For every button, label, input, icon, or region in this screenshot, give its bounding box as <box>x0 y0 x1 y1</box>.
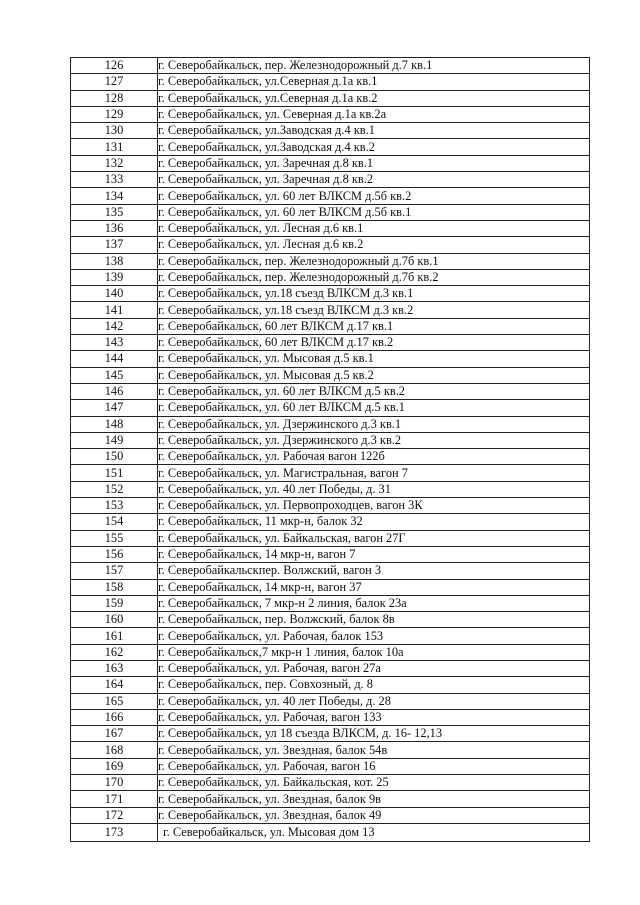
row-number: 161 <box>71 628 158 644</box>
table-row <box>71 58 590 74</box>
row-number: 132 <box>71 155 158 171</box>
row-address: г. Северобайкальск, ул 18 съезда ВЛКСМ, д. 16- 12,13 <box>158 726 590 742</box>
row-number: 139 <box>71 269 158 285</box>
row-address: г. Северобайкальск, ул. Мысовая д.5 кв.2 <box>158 367 590 383</box>
table-row <box>71 449 590 465</box>
row-address: г. Северобайкальск, ул.18 съезд ВЛКСМ д.3 кв.1 <box>158 286 590 302</box>
table-row <box>71 693 590 709</box>
row-address: г. Северобайкальск, ул. Рабочая, вагон 16 <box>158 758 590 774</box>
row-number: 171 <box>71 791 158 807</box>
row-address: г. Северобайкальск, пер. Железнодорожный д.7б кв.2 <box>158 269 590 285</box>
row-address: г. Северобайкальск, пер. Железнодорожный д.7 кв.1 <box>158 58 590 74</box>
table-row <box>71 807 590 823</box>
row-number: 154 <box>71 514 158 530</box>
table-row <box>71 188 590 204</box>
table-row <box>71 628 590 644</box>
row-address: г. Северобайкальск, ул. 60 лет ВЛКСМ д.5 кв.2 <box>158 383 590 399</box>
row-address: г. Северобайкальск, ул. Рабочая вагон 122б <box>158 449 590 465</box>
table-row <box>71 351 590 367</box>
row-number: 126 <box>71 58 158 74</box>
row-number: 163 <box>71 660 158 676</box>
table-row <box>71 563 590 579</box>
table-row <box>71 286 590 302</box>
table-row <box>71 726 590 742</box>
table-row <box>71 335 590 351</box>
row-address: г. Северобайкальск, ул. Рабочая, балок 153 <box>158 628 590 644</box>
row-address: г. Северобайкальск, 14 мкр-н, вагон 7 <box>158 546 590 562</box>
row-number: 130 <box>71 123 158 139</box>
row-number: 128 <box>71 90 158 106</box>
row-address: г. Северобайкальск, 60 лет ВЛКСМ д.17 кв.2 <box>158 335 590 351</box>
row-number: 131 <box>71 139 158 155</box>
row-address: г. Северобайкальск, ул. Заречная д.8 кв.2 <box>158 172 590 188</box>
row-address: г. Северобайкальск, ул. Звездная, балок 54в <box>158 742 590 758</box>
address-table-body <box>71 58 590 842</box>
row-number: 165 <box>71 693 158 709</box>
row-number: 168 <box>71 742 158 758</box>
row-address: г. Северобайкальск, ул. 40 лет Победы, д. 28 <box>158 693 590 709</box>
row-number: 143 <box>71 335 158 351</box>
table-row <box>71 644 590 660</box>
table-row <box>71 677 590 693</box>
table-row <box>71 579 590 595</box>
table-row <box>71 758 590 774</box>
row-address: г. Северобайкальск, ул. Дзержинского д.3 кв.1 <box>158 416 590 432</box>
table-row <box>71 546 590 562</box>
table-row <box>71 220 590 236</box>
row-number: 149 <box>71 432 158 448</box>
row-number: 157 <box>71 563 158 579</box>
table-row <box>71 823 590 841</box>
row-number: 142 <box>71 318 158 334</box>
row-address: г. Северобайкальск, ул. Звездная, балок 49 <box>158 807 590 823</box>
table-row <box>71 90 590 106</box>
table-row <box>71 481 590 497</box>
row-address: г. Северобайкальск, пер. Волжский, балок 8в <box>158 612 590 628</box>
row-address: г. Северобайкальск, ул. Магистральная, вагон 7 <box>158 465 590 481</box>
table-row <box>71 514 590 530</box>
row-number: 167 <box>71 726 158 742</box>
table-row <box>71 253 590 269</box>
row-address: г. Северобайкальск, 11 мкр-н, балок 32 <box>158 514 590 530</box>
row-address: г. Северобайкальск, ул. 60 лет ВЛКСМ д.5б кв.2 <box>158 188 590 204</box>
row-number: 159 <box>71 595 158 611</box>
row-address: г. Северобайкальск, ул. Байкальская, вагон 27Г <box>158 530 590 546</box>
row-number: 169 <box>71 758 158 774</box>
row-number: 162 <box>71 644 158 660</box>
row-address: г. Северобайкальск, ул. Рабочая, вагон 133 <box>158 709 590 725</box>
row-number: 150 <box>71 449 158 465</box>
row-number: 156 <box>71 546 158 562</box>
table-row <box>71 791 590 807</box>
row-address: г. Северобайкальск, ул.Северная д.1а кв.2 <box>158 90 590 106</box>
row-number: 145 <box>71 367 158 383</box>
row-address: г. Северобайкальск, ул. Первопроходцев, вагон 3К <box>158 498 590 514</box>
table-row <box>71 302 590 318</box>
row-address: г. Северобайкальск, 14 мкр-н, вагон 37 <box>158 579 590 595</box>
row-number: 172 <box>71 807 158 823</box>
row-number: 140 <box>71 286 158 302</box>
table-row <box>71 106 590 122</box>
row-address: г. Северобайкальск, ул. Лесная д.6 кв.2 <box>158 237 590 253</box>
row-number: 144 <box>71 351 158 367</box>
row-address: г. Северобайкальск, ул. Рабочая, вагон 27а <box>158 660 590 676</box>
row-number: 151 <box>71 465 158 481</box>
table-row <box>71 155 590 171</box>
row-address: г. Северобайкальск, ул.18 съезд ВЛКСМ д.3 кв.2 <box>158 302 590 318</box>
row-address: г. Северобайкальск, 60 лет ВЛКСМ д.17 кв.1 <box>158 318 590 334</box>
row-number: 135 <box>71 204 158 220</box>
row-address: г. Северобайкальск, ул. Звездная, балок 9в <box>158 791 590 807</box>
row-address: г. Северобайкальск, ул. 60 лет ВЛКСМ д.5б кв.1 <box>158 204 590 220</box>
row-address: г. Северобайкальск, ул. Мысовая д.5 кв.1 <box>158 351 590 367</box>
row-number: 129 <box>71 106 158 122</box>
row-number: 136 <box>71 220 158 236</box>
table-row <box>71 660 590 676</box>
row-number: 137 <box>71 237 158 253</box>
row-number: 127 <box>71 74 158 90</box>
row-address: г. Северобайкальск, пер. Совхозный, д. 8 <box>158 677 590 693</box>
table-row <box>71 139 590 155</box>
row-address: г. Северобайкальск, ул. Заречная д.8 кв.1 <box>158 155 590 171</box>
table-row <box>71 400 590 416</box>
row-number: 141 <box>71 302 158 318</box>
table-row <box>71 530 590 546</box>
row-address: г. Северобайкальск, ул.Северная д.1а кв.1 <box>158 74 590 90</box>
table-row <box>71 383 590 399</box>
table-row <box>71 172 590 188</box>
row-number: 153 <box>71 498 158 514</box>
row-number: 170 <box>71 775 158 791</box>
table-row <box>71 123 590 139</box>
table-row <box>71 432 590 448</box>
row-number: 148 <box>71 416 158 432</box>
row-address: г. Северобайкальск, ул. Северная д.1а кв.2а <box>158 106 590 122</box>
row-address: г. Северобайкальск, пер. Железнодорожный д.7б кв.1 <box>158 253 590 269</box>
row-address: г. Северобайкальск, ул. 60 лет ВЛКСМ д.5 кв.1 <box>158 400 590 416</box>
table-row <box>71 416 590 432</box>
row-number: 147 <box>71 400 158 416</box>
address-list-sheet <box>70 57 590 842</box>
row-number: 166 <box>71 709 158 725</box>
row-number: 158 <box>71 579 158 595</box>
row-number: 133 <box>71 172 158 188</box>
row-number: 173 <box>71 823 158 841</box>
table-row <box>71 775 590 791</box>
row-address: г. Северобайкальск, ул. Мысовая дом 13 <box>158 823 590 841</box>
row-number: 134 <box>71 188 158 204</box>
row-address: г. Северобайкальск, ул.Заводская д.4 кв.1 <box>158 123 590 139</box>
address-table <box>70 57 590 842</box>
row-address: г. Северобайкальскпер. Волжский, вагон 3 <box>158 563 590 579</box>
row-address: г. Северобайкальск, ул. Байкальская, кот. 25 <box>158 775 590 791</box>
table-row <box>71 742 590 758</box>
row-address: г. Северобайкальск, 7 мкр-н 2 линия, балок 23а <box>158 595 590 611</box>
table-row <box>71 709 590 725</box>
table-row <box>71 318 590 334</box>
table-row <box>71 612 590 628</box>
row-address: г. Северобайкальск,7 мкр-н 1 линия, балок 10а <box>158 644 590 660</box>
row-number: 160 <box>71 612 158 628</box>
table-row <box>71 237 590 253</box>
row-number: 146 <box>71 383 158 399</box>
row-number: 164 <box>71 677 158 693</box>
table-row <box>71 498 590 514</box>
table-row <box>71 595 590 611</box>
table-row <box>71 269 590 285</box>
row-address: г. Северобайкальск, ул. Дзержинского д.3 кв.2 <box>158 432 590 448</box>
table-row <box>71 74 590 90</box>
row-number: 155 <box>71 530 158 546</box>
row-address: г. Северобайкальск, ул. Лесная д.6 кв.1 <box>158 220 590 236</box>
table-row <box>71 367 590 383</box>
row-address: г. Северобайкальск, ул.Заводская д.4 кв.2 <box>158 139 590 155</box>
table-row <box>71 204 590 220</box>
row-address: г. Северобайкальск, ул. 40 лет Победы, д. 31 <box>158 481 590 497</box>
row-number: 138 <box>71 253 158 269</box>
table-row <box>71 465 590 481</box>
row-number: 152 <box>71 481 158 497</box>
